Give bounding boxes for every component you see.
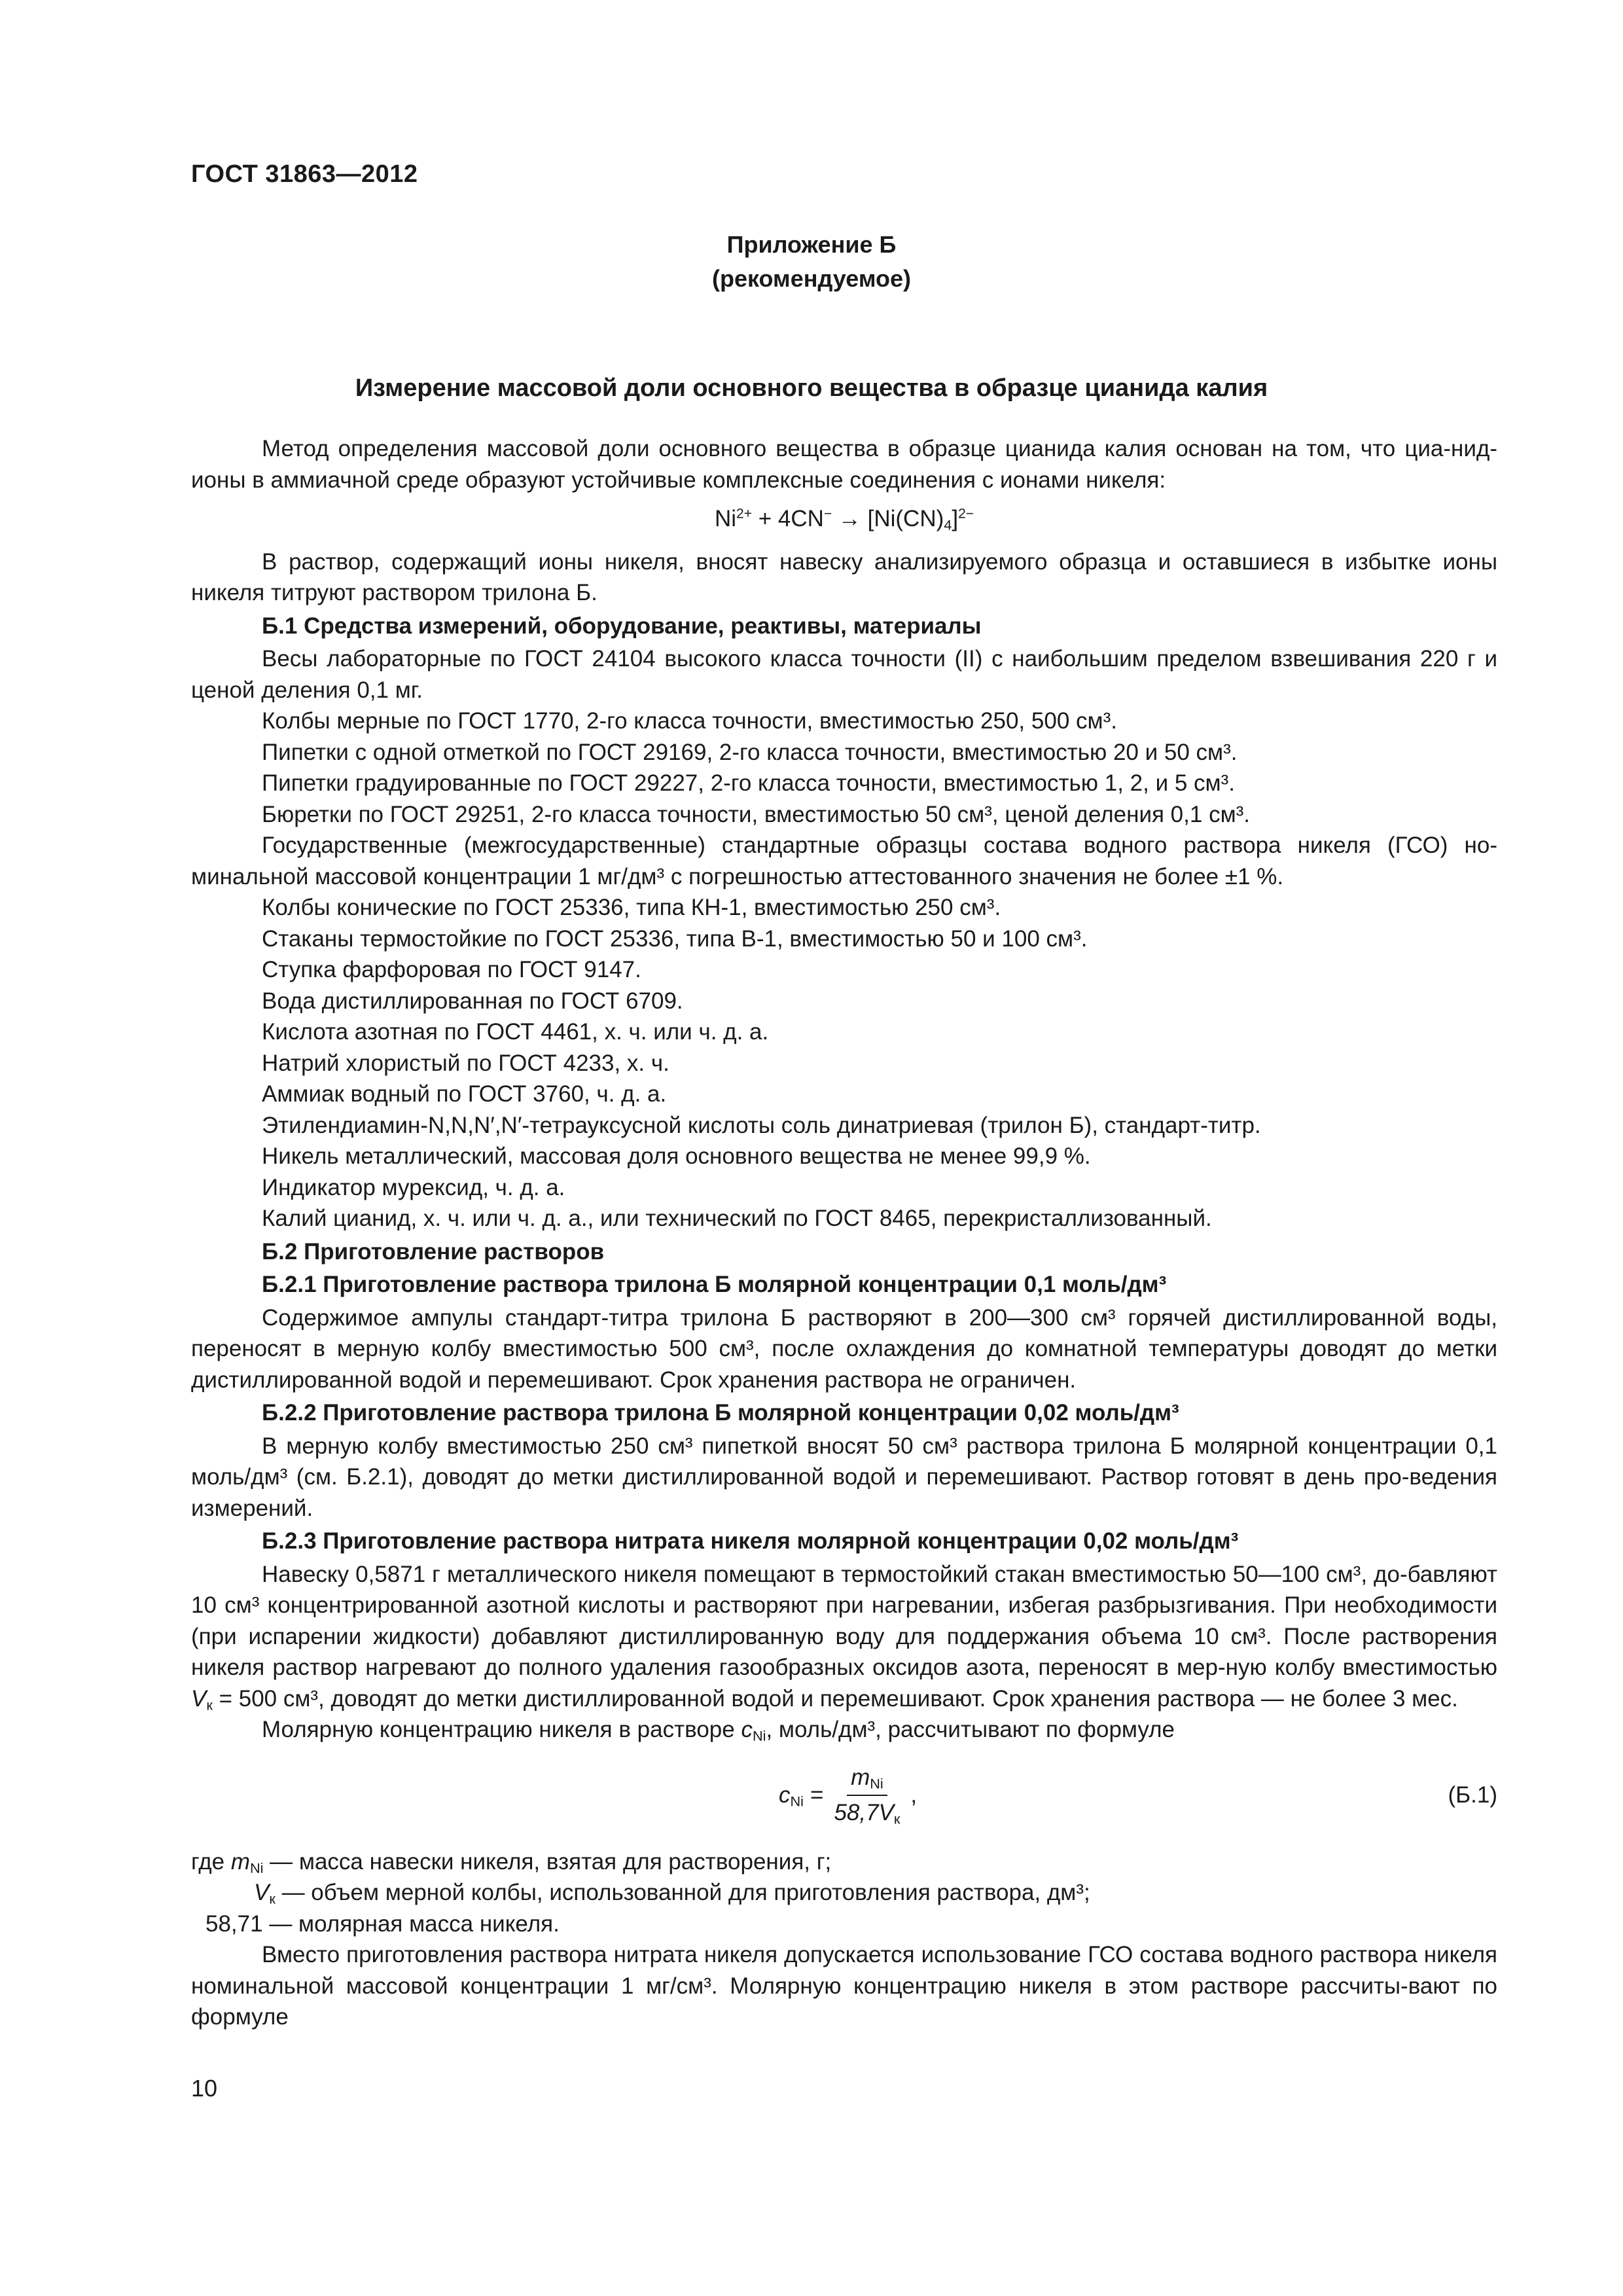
conc-c-symbol: c (741, 1717, 753, 1742)
document-title: Измерение массовой доли основного вещества в образце цианида калия (355, 374, 1268, 402)
document-header: ГОСТ 31863—2012 (191, 160, 418, 188)
list-item: Аммиак водный по ГОСТ 3760, ч. д. а. (262, 1081, 667, 1107)
def-prefix: где (191, 1848, 231, 1874)
conc-c-sub: Ni (752, 1727, 766, 1744)
reaction-ni: Ni (714, 506, 737, 531)
section-b23-heading: Б.2.3 Приготовление раствора нитрата никеля молярной концентрации 0,02 моль/дм³ (262, 1528, 1239, 1554)
list-item: Весы лабораторные по ГОСТ 24104 высокого класса точности (II) с наибольшим пределом взвешивания 220 г и ценой деления 0,1 мг. (191, 646, 1497, 703)
reaction-cn: + 4CN (752, 506, 824, 531)
reaction-cn-charge: − (823, 506, 832, 522)
def-mm-value: 58,71 (205, 1910, 263, 1937)
formula-den-symbol: 58,7V (834, 1799, 894, 1825)
def-m-text: — масса навески никеля, взятая для растворения, г; (263, 1848, 832, 1874)
formula-num-symbol: m (851, 1765, 870, 1790)
def-v-sub: к (269, 1890, 276, 1907)
formula-lhs (779, 1780, 804, 1811)
document-body (191, 433, 1497, 2033)
conc-text-part-a: Молярную концентрацию никеля в растворе (262, 1717, 741, 1742)
appendix-heading (0, 228, 1623, 296)
definition-m (191, 1846, 1497, 1878)
appendix-status: (рекомендуемое) (712, 265, 911, 292)
intro-paragraph: Метод определения массовой доли основного вещества в образце цианида калия основан на том, что циа-нид-ионы в аммиачной среде образуют устойчивые комплексные соединения с ионами никеля: (191, 436, 1497, 493)
b23-text-part-a: Навеску 0,5871 г металлического никеля помещают в термостойкий стакан вместимостью 50—100 см³, до-бавляют 10 см³ концентрированной азотной кислоты и растворяют при нагревании, избегая разбрызгивания. При необходимости (при испарении жидкости) добавляют дистиллированную воду для поддержания объема 10 см³. После растворения никеля раствор нагревают до полного удаления газообразных оксидов азота, переносят в мер-ную колбу вместимостью (191, 1561, 1497, 1680)
section-b22-text: В мерную колбу вместимостью 250 см³ пипеткой вносят 50 см³ раствора трилона Б молярной концентрации 0,1 моль/дм³ (см. Б.2.1), доводят до метки дистиллированной водой и перемешивают. Раствор готовят в день про-ведения измерений. (191, 1433, 1497, 1521)
formula-comma: , (910, 1782, 918, 1808)
formula-lhs-sub: Ni (790, 1793, 804, 1810)
list-item: Бюретки по ГОСТ 29251, 2-го класса точности, вместимостью 50 см³, ценой деления 0,1 см³. (262, 801, 1251, 827)
final-paragraph: Вместо приготовления раствора нитрата никеля допускается использование ГСО состава водного раствора никеля номинальной массовой концентрации 1 мг/см³. Молярную концентрацию никеля в этом растворе рассчиты-вают по формуле (191, 1942, 1497, 2030)
list-item: Государственные (межгосударственные) стандартные образцы состава водного раствора никеля (ГСО) но-минальной массовой концентрации 1 мг/дм³ с погрешностью аттестованного значения не более ±1 %. (191, 833, 1497, 889)
section-b21-heading: Б.2.1 Приготовление раствора трилона Б молярной концентрации 0,1 моль/дм³ (262, 1272, 1167, 1297)
conc-text-part-b: , моль/дм³, рассчитывают по формуле (766, 1717, 1175, 1742)
reaction-equation (191, 503, 1497, 535)
section-b23-text (191, 1559, 1497, 1715)
formula-fraction (830, 1762, 904, 1828)
list-item: Пипетки градуированные по ГОСТ 29227, 2-го класса точности, вместимостью 1, 2, и 5 см³. (262, 770, 1235, 796)
formula-numerator (847, 1762, 887, 1796)
list-item: Индикатор мурексид, ч. д. а. (262, 1174, 565, 1200)
list-item: Калий цианид, х. ч. или ч. д. а., или технический по ГОСТ 8465, перекристаллизованный. (262, 1206, 1212, 1231)
appendix-title: Приложение Б (726, 231, 897, 258)
list-item: Кислота азотная по ГОСТ 4461, х. ч. или ч. д. а. (262, 1019, 769, 1045)
formula-expression (779, 1760, 917, 1831)
formula-number: (Б.1) (1448, 1782, 1497, 1808)
def-v-text: — объем мерной колбы, использованной для приготовления раствора, дм³; (275, 1880, 1090, 1905)
list-item: Пипетки с одной отметкой по ГОСТ 29169, 2-го класса точности, вместимостью 20 и 50 см³. (262, 739, 1238, 765)
list-item: Колбы мерные по ГОСТ 1770, 2-го класса точности, вместимостью 250, 500 см³. (262, 708, 1117, 734)
list-item: Стаканы термостойкие по ГОСТ 25336, типа В-1, вместимостью 50 и 100 см³. (262, 925, 1088, 952)
formula-lhs-symbol: c (779, 1782, 791, 1808)
list-item: Натрий хлористый по ГОСТ 4233, х. ч. (262, 1050, 669, 1076)
section-b21-text: Содержимое ампулы стандарт-титра трилона Б растворяют в 200—300 см³ горячей дистиллированной воды, переносят в мерную колбу вместимостью 500 см³, после охлаждения до комнатной температуры доводят до метки дистиллированной водой и перемешивают. Срок хранения раствора не ограничен. (191, 1304, 1497, 1393)
formula-b1 (191, 1760, 1497, 1831)
b23-text-part-b: = 500 см³, доводят до метки дистиллированной водой и перемешивают. Срок хранения раствора — не более 3 мес. (212, 1685, 1458, 1712)
reaction-product-close: ] (952, 506, 959, 531)
section-b22-heading: Б.2.2 Приготовление раствора трилона Б молярной концентрации 0,02 моль/дм³ (262, 1400, 1179, 1426)
list-item: Вода дистиллированная по ГОСТ 6709. (262, 988, 683, 1014)
list-item: Никель металлический, массовая доля основного вещества не менее 99,9 %. (262, 1143, 1091, 1169)
reaction-product: [Ni(CN) (867, 506, 944, 531)
b23-vk-symbol: V (191, 1685, 207, 1712)
reaction-product-charge: 2− (958, 506, 974, 522)
def-mm-text: — молярная масса никеля. (262, 1910, 560, 1937)
section-b2-heading: Б.2 Приготовление растворов (262, 1238, 605, 1265)
formula-num-sub: Ni (870, 1775, 883, 1792)
equipment-list (191, 643, 1497, 1234)
list-item: Колбы конические по ГОСТ 25336, типа КН-1, вместимостью 250 см³. (262, 895, 1001, 920)
section-b1-heading: Б.1 Средства измерений, оборудование, реактивы, материалы (262, 613, 982, 639)
definition-molar-mass (191, 1909, 1497, 1940)
def-m-sub: Ni (249, 1859, 264, 1876)
def-m-symbol: m (230, 1848, 250, 1874)
reaction-arrow: → (832, 506, 868, 531)
reaction-ni-charge: 2+ (736, 506, 752, 522)
variable-definitions (191, 1846, 1497, 1940)
concentration-text (191, 1714, 1497, 1746)
reaction-product-sub: 4 (944, 516, 952, 533)
intro-paragraph-2: В раствор, содержащий ионы никеля, вносят навеску анализируемого образца и оставшиеся в избытке ионы никеля титруют раствором трилона Б. (191, 548, 1497, 605)
b23-vk-sub: к (206, 1696, 213, 1713)
list-item: Этилендиамин-N,N,N′,N′-тетрауксусной кислоты соль динатриевая (трилон Б), стандарт-титр. (262, 1112, 1261, 1138)
formula-denominator (830, 1796, 904, 1829)
formula-den-sub: к (893, 1810, 901, 1827)
page-number: 10 (191, 2075, 218, 2102)
formula-equals: = (810, 1782, 824, 1808)
list-item: Ступка фарфоровая по ГОСТ 9147. (262, 957, 641, 982)
definition-v (191, 1877, 1497, 1909)
def-v-symbol: V (254, 1880, 270, 1905)
